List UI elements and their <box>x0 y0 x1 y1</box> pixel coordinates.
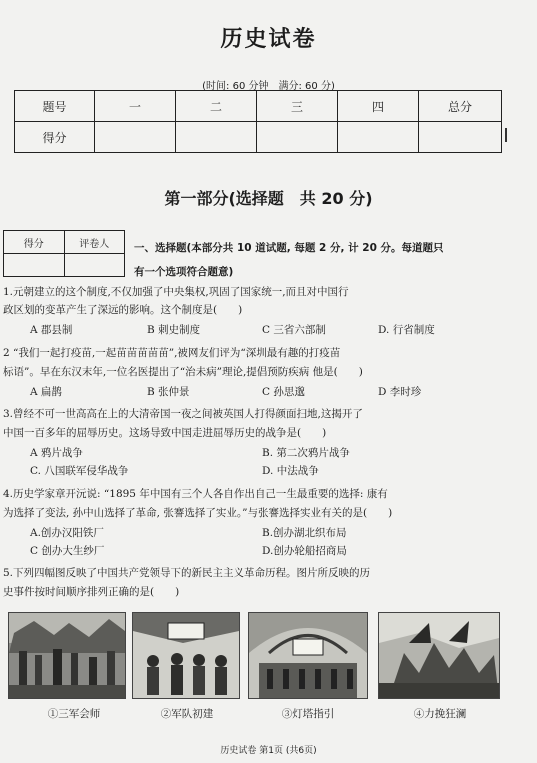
grader-table <box>3 230 125 277</box>
caption-4: ④力挽狂澜 <box>413 708 467 720</box>
score-entry-cell[interactable] <box>176 122 257 153</box>
caption-2: ②军队初建 <box>160 708 214 720</box>
question-1-text: 1.元朝建立的这个制度,不仅加强了中央集权,巩固了国家统一,而且对中国行 <box>3 286 349 298</box>
question-2-option-d: D 李时珍 <box>378 386 422 398</box>
score-table-cell: 二 <box>176 91 257 122</box>
question-3-option-a: A 鸦片战争 <box>30 447 83 459</box>
question-5-text: 5.下列四幅图反映了中国共产党领导下的新民主主义革命历程。图片所反映的历 <box>3 567 371 579</box>
score-table-cell: 四 <box>338 91 419 122</box>
question-4-text: 为选择了变法, 孙中山选择了革命, 张謇选择了实业。”与张謇选择实业有关的是( ) <box>3 507 393 519</box>
question-4-option-d: D.创办轮船招商局 <box>262 545 347 557</box>
score-table <box>14 90 502 153</box>
question-2-text: 标语”。早在东汉末年,一位名医提出了“治未病”理论,提倡预防疾病 他是( ) <box>3 366 363 378</box>
question-1-option-d: D. 行省制度 <box>378 324 435 336</box>
section-heading-cont: 有一个选项符合题意) <box>134 266 234 278</box>
score-table-cell: 题号 <box>15 91 95 122</box>
photo-lighthouse-guidance <box>248 612 368 699</box>
grader-score-label: 得分 <box>4 231 65 254</box>
question-1-text: 政区划的变革产生了深远的影响。这个制度是( ) <box>3 304 243 316</box>
time-score-line: (时间: 60 分钟 满分: 60 分) <box>202 81 335 92</box>
cropped-header-line <box>70 0 470 10</box>
question-4-option-a: A.创办汉阳铁厂 <box>30 527 104 539</box>
question-3-text: 中国一百多年的屈辱历史。这场导致中国走进屈辱历史的战争是( ) <box>3 427 327 439</box>
question-2-option-a: A 扁鹊 <box>30 386 62 398</box>
question-3-option-b: B. 第二次鸦片战争 <box>262 447 350 459</box>
question-1-option-c: C 三省六部制 <box>262 324 326 336</box>
score-table-cell: 总分 <box>419 91 502 122</box>
caption-1: ①三军会师 <box>47 708 101 720</box>
score-entry-cell[interactable] <box>95 122 176 153</box>
photo-three-armies-meeting <box>8 612 126 699</box>
section-heading: 一、选择题(本部分共 10 道试题, 每题 2 分, 计 20 分。每道题只 <box>134 242 444 254</box>
painting-turn-the-tide <box>378 612 500 699</box>
question-2-option-b: B 张仲景 <box>147 386 190 398</box>
question-4-option-c: C 创办大生纱厂 <box>30 545 105 557</box>
score-table-header-row <box>15 91 502 122</box>
page-footer: 历史试卷 第1页 (共6页) <box>220 746 317 756</box>
question-3-option-d: D. 中法战争 <box>262 465 319 477</box>
question-1-option-b: B 刺史制度 <box>147 324 201 336</box>
grader-score-entry[interactable] <box>4 254 65 277</box>
question-5-text: 史事件按时间顺序排列正确的是( ) <box>3 586 180 598</box>
part-title: 第一部分(选择题 共 20 分) <box>164 189 373 208</box>
question-4-option-b: B.创办湖北织布局 <box>262 527 347 539</box>
edge-mark <box>505 128 507 142</box>
score-entry-cell[interactable] <box>338 122 419 153</box>
score-table-score-row <box>15 122 502 153</box>
question-3-option-c: C. 八国联军侵华战争 <box>30 465 129 477</box>
question-2-option-c: C 孙思邈 <box>262 386 305 398</box>
score-table-cell: 三 <box>257 91 338 122</box>
score-table-cell: 一 <box>95 91 176 122</box>
exam-title: 历史试卷 <box>220 27 317 52</box>
caption-3: ③灯塔指引 <box>281 708 335 720</box>
grader-name-entry[interactable] <box>64 254 125 277</box>
question-4-text: 4.历史学家章开沅说: “1895 年中国有三个人各自作出自己一生最重要的选择: 康有 <box>3 488 388 500</box>
score-table-cell: 得分 <box>15 122 95 153</box>
photo-army-founding <box>132 612 240 699</box>
question-2-text: 2 “我们一起打疫苗,一起苗苗苗苗苗”,被网友们评为“深圳最有趣的打疫苗 <box>3 347 341 359</box>
grader-name-label: 评卷人 <box>64 231 125 254</box>
score-entry-cell[interactable] <box>419 122 502 153</box>
question-1-option-a: A 郡县制 <box>30 324 73 336</box>
score-entry-cell[interactable] <box>257 122 338 153</box>
question-3-text: 3.曾经不可一世高高在上的大清帝国一夜之间被英国人打得颜面扫地,这揭开了 <box>3 408 363 420</box>
